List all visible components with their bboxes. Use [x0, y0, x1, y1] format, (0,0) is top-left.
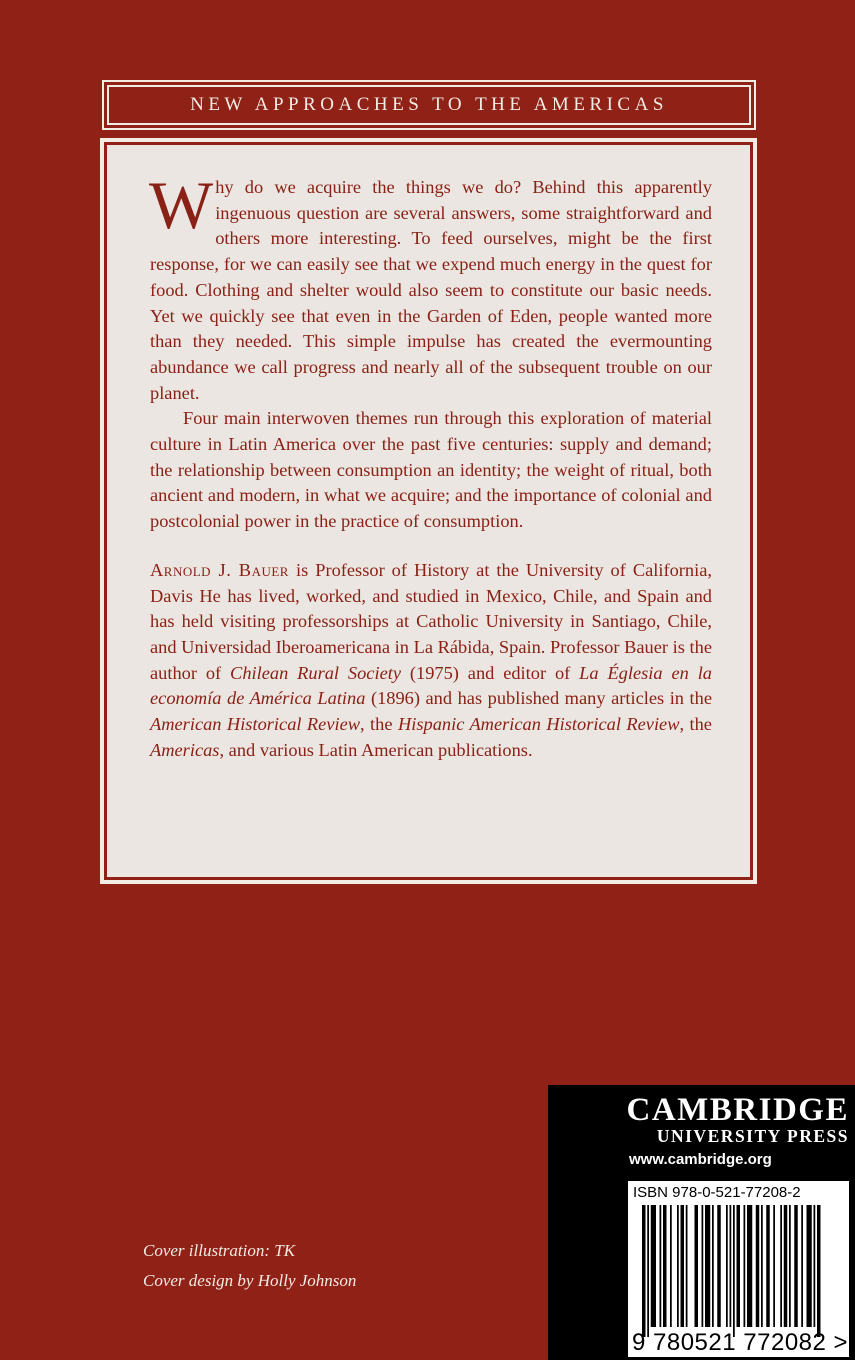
barcode-bar — [686, 1205, 688, 1327]
blurb-paragraph-1 — [149, 167, 712, 406]
bio-text-2: (1975) and editor of — [401, 662, 580, 683]
book-title-1: Chilean Rural Society — [230, 662, 402, 683]
barcode-bar — [766, 1205, 770, 1327]
bio-text-3: (1896) and has published many articles in the — [365, 688, 712, 709]
blurb-panel — [104, 142, 753, 880]
author-bio — [150, 558, 712, 764]
barcode-bar — [651, 1205, 656, 1327]
barcode-bar — [817, 1205, 821, 1337]
barcode-bar — [660, 1205, 662, 1327]
barcode-bar — [695, 1205, 699, 1327]
barcode-bar — [801, 1205, 803, 1327]
publisher-name: CAMBRIDGE — [626, 1092, 849, 1128]
bio-text-1: is Professor of History at the University of California, Davis He has lived, worked, and studied in Mexico, Chile, and Spain and has held visiting professorships at Catholic University in Santiago, Chile, and Universidad Iberoamericana in La Rábida, Spain. Professor Bauer is the author of — [150, 559, 712, 683]
series-title: NEW APPROACHES TO THE AMERICAS — [190, 94, 668, 115]
series-title-box — [102, 80, 756, 130]
drop-cap: W — [149, 167, 214, 243]
barcode-bar — [726, 1205, 728, 1327]
barcode-bar — [681, 1205, 685, 1327]
blurb-paragraph-2: Four main interwoven themes run through this exploration of material culture in Latin America over the past five centuries: supply and demand; the relationship between consumption an identity; the weight of ritual, both ancient and modern, in what we acquire; and the importance of colonial and postcolonial power in the practice of consumption. — [150, 408, 712, 532]
barcode-bar — [784, 1205, 788, 1327]
publisher-url: www.cambridge.org — [629, 1151, 772, 1168]
barcode-bar — [670, 1205, 672, 1327]
barcode-panel — [628, 1181, 849, 1357]
barcode-bar — [730, 1205, 732, 1327]
barcode-bar — [677, 1205, 679, 1327]
cover-design-credit: Cover design by Holly Johnson — [143, 1271, 357, 1290]
barcode-bar — [705, 1205, 710, 1327]
barcode-bar — [756, 1205, 760, 1327]
barcode-bar — [807, 1205, 812, 1327]
barcode-bar — [712, 1205, 714, 1327]
barcode-bar — [761, 1205, 763, 1327]
barcode-bar — [747, 1205, 752, 1327]
barcode-bar — [737, 1205, 741, 1327]
bio-text-4: , the — [360, 714, 398, 735]
journal-title-3: Americas — [150, 739, 220, 760]
publisher-logo — [626, 1093, 849, 1146]
publisher-block — [548, 1085, 855, 1360]
publisher-subname: UNIVERSITY PRESS — [656, 1126, 849, 1146]
blurb-frame — [100, 138, 757, 884]
barcode-bar — [647, 1205, 649, 1337]
bio-text-5: , the — [679, 714, 712, 735]
barcode-digits: 9 780521 772082 > — [632, 1329, 849, 1356]
barcode-bar — [702, 1205, 704, 1327]
journal-title-2: Hispanic American Historical Review — [397, 714, 680, 735]
isbn-label: ISBN 978-0-521-77208-2 — [633, 1184, 801, 1201]
barcode-bar — [733, 1205, 735, 1337]
cover-credits — [143, 1236, 356, 1296]
barcode-bar — [744, 1205, 746, 1327]
barcode-bar — [794, 1205, 798, 1327]
barcode-bar — [663, 1205, 667, 1327]
blurb-paragraph-1-text: hy do we acquire the things we do? Behind this apparently ingenuous question are several answers, some straightforward and others more interesting. To feed ourselves, might be the first response, for we can easily see that we expend much energy in the quest for food. Clothing and shelter would also seem to constitute our basic needs. Yet we quickly see that even in the Garden of Eden, people wanted more than they needed. This simple impulse has created the evermounting abundance we call progress and nearly all of the subsequent trouble on our planet. — [150, 177, 712, 403]
barcode-bar — [773, 1205, 775, 1327]
book-title-2: La Églesia en la economía de América Latina — [150, 662, 713, 709]
cover-illustration-credit: Cover illustration: TK — [143, 1241, 296, 1260]
barcode-bar — [780, 1205, 782, 1327]
barcode-bar — [814, 1205, 816, 1327]
blurb-text — [149, 167, 712, 535]
barcode-bar — [642, 1205, 646, 1337]
journal-title-1: American Historical Review — [150, 714, 361, 735]
author-name: Arnold J. Bauer — [150, 559, 289, 580]
barcode-bar — [717, 1205, 721, 1327]
bio-text-6: , and various Latin American publications. — [219, 739, 533, 760]
barcode-bar — [789, 1205, 791, 1327]
